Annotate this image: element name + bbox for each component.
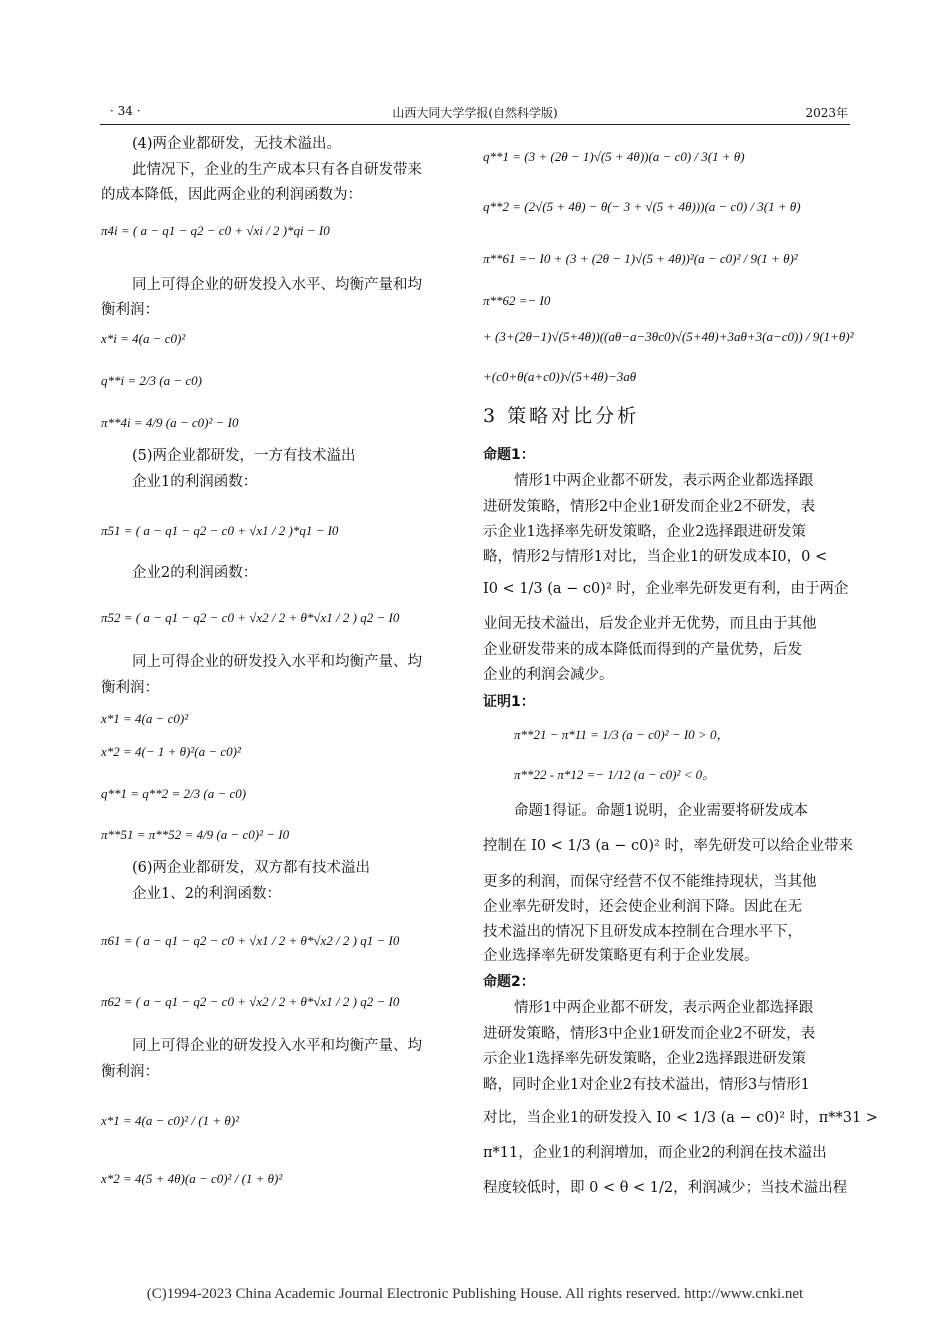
prop2-line4: 略，同时企业1对企业2有技术溢出，情形3与情形1 — [483, 1077, 810, 1093]
prop2-line1: 情形1中两企业都不研发，表示两企业都选择跟 — [514, 1000, 814, 1016]
section-heading: 3 策略对比分析 — [483, 405, 640, 427]
prop1-line7: 企业研发带来的成本降低而得到的产量优势，后发 — [483, 642, 802, 658]
conclusion1-line3: 更多的利润，而保守经营不仅不能维持现状，当其他 — [483, 874, 817, 890]
equation-pi4i: π4i = ( a − q1 − q2 − c0 + √xi / 2 )*qi − I0 — [101, 223, 330, 238]
case5-title: (5)两企业都研发，一方有技术溢出 — [132, 448, 356, 464]
proof1-label: 证明1： — [483, 694, 535, 710]
conclusion1-line2: 控制在 I0 < 1/3 (a − c0)² 时，率先研发可以给企业带来 — [483, 838, 853, 854]
equation-pi62: π62 = ( a − q1 − q2 − c0 + √x2 / 2 + θ*√x1 / 2 ) q2 − I0 — [101, 994, 400, 1009]
equation-x62: x*2 = 4(5 + 4θ)(a − c0)² / (1 + θ)² — [101, 1171, 283, 1186]
equation-x4: x*i = 4(a − c0)² — [101, 331, 186, 346]
equation-q2-star: q**2 = (2√(5 + 4θ) − θ(− 3 + √(5 + 4θ)))(a − c0) / 3(1 + θ) — [483, 199, 801, 214]
header-rule — [100, 124, 850, 125]
equation-pi61: π61 = ( a − q1 − q2 − c0 + √x1 / 2 + θ*√x2 / 2 ) q1 − I0 — [101, 933, 400, 948]
prop1-line1: 情形1中两企业都不研发，表示两企业都选择跟 — [514, 473, 814, 489]
firm1-profit-label: 企业1的利润函数： — [132, 474, 258, 490]
equation-x52: x*2 = 4(− 1 + θ)²(a − c0)² — [101, 744, 241, 759]
prop2-line6: π*11，企业1的利润增加，而企业2的利润在技术溢出 — [483, 1145, 827, 1161]
same2-line2: 衡利润： — [101, 680, 159, 696]
same3-line1: 同上可得企业的研发投入水平和均衡产量、均 — [132, 1038, 422, 1054]
proposition1-label: 命题1： — [483, 447, 535, 463]
equation-q4: q**i = 2/3 (a − c0) — [101, 373, 202, 388]
case4-title: (4)两企业都研发，无技术溢出。 — [132, 136, 342, 152]
equation-x51: x*1 = 4(a − c0)² — [101, 711, 189, 726]
conclusion1-line5: 技术溢出的情况下且研发成本控制在合理水平下， — [483, 924, 802, 940]
same1-line2: 衡利润： — [101, 302, 159, 318]
conclusion1-line6: 企业选择率先研发策略更有利于企业发展。 — [483, 948, 759, 964]
same2-line1: 同上可得企业的研发投入水平和均衡产量、均 — [132, 654, 422, 670]
equation-proof1-a: π**21 − π*11 = 1/3 (a − c0)² − I0 > 0， — [514, 727, 730, 742]
case6-title: (6)两企业都研发，双方都有技术溢出 — [132, 860, 371, 876]
equation-p5: π**51 = π**52 = 4/9 (a − c0)² − I0 — [101, 827, 290, 842]
firm12-profit-label: 企业1、2的利润函数： — [132, 886, 281, 902]
prop2-line3: 示企业1选择率先研发策略，企业2选择跟进研发策 — [483, 1051, 806, 1067]
same1-line1: 同上可得企业的研发投入水平、均衡产量和均 — [132, 277, 422, 293]
conclusion1-line4: 企业率先研发时，还会使企业利润下降。因此在无 — [483, 899, 802, 915]
equation-proof1-b: π**22 - π*12 =− 1/12 (a − c0)² < 0。 — [514, 767, 716, 782]
case4-para-line1: 此情况下，企业的生产成本只有各自研发带来 — [132, 162, 422, 178]
equation-p4: π**4i = 4/9 (a − c0)² − I0 — [101, 415, 239, 430]
equation-pi51: π51 = ( a − q1 − q2 − c0 + √x1 / 2 )*q1 − I0 — [101, 523, 339, 538]
publication-year: 2023年 — [805, 106, 848, 120]
prop2-line7: 程度较低时，即 0 < θ < 1/2，利润减少；当技术溢出程 — [483, 1180, 848, 1196]
journal-name: 山西大同大学学报(自然科学版) — [392, 106, 558, 120]
equation-q1-star: q**1 = (3 + (2θ − 1)√(5 + 4θ))(a − c0) / 3(1 + θ) — [483, 149, 745, 164]
prop2-line5: 对比，当企业1的研发投入 I0 < 1/3 (a − c0)² 时，π**31 > — [483, 1110, 878, 1126]
equation-pi61-star: π**61 =− I0 + (3 + (2θ − 1)√(5 + 4θ))²(a − c0)² / 9(1 + θ)² — [483, 251, 798, 266]
equation-pi62-star-a: π**62 =− I0 — [483, 293, 551, 308]
prop1-line3: 示企业1选择率先研发策略，企业2选择跟进研发策 — [483, 524, 806, 540]
equation-q5: q**1 = q**2 = 2/3 (a − c0) — [101, 786, 247, 801]
copyright-footer: (C)1994-2023 China Academic Journal Electronic Publishing House. All rights reserved. http://www.cnki.net — [146, 1286, 804, 1302]
equation-x61: x*1 = 4(a − c0)² / (1 + θ)² — [101, 1113, 239, 1128]
prop1-line4: 略，情形2与情形1对比，当企业1的研发成本I0，0 < — [483, 549, 828, 565]
equation-pi62-star-c: +(c0+θ(a+c0))√(5+4θ)−3aθ — [483, 369, 637, 384]
running-header — [0, 104, 950, 124]
prop1-line5: I0 < 1/3 (a − c0)² 时，企业率先研发更有利，由于两企 — [483, 581, 849, 597]
prop1-line2: 进研发策略，情形2中企业1研发而企业2不研发，表 — [483, 499, 816, 515]
equation-pi52: π52 = ( a − q1 − q2 − c0 + √x2 / 2 + θ*√x1 / 2 ) q2 − I0 — [101, 610, 400, 625]
firm2-profit-label: 企业2的利润函数： — [132, 565, 258, 581]
proposition2-label: 命题2： — [483, 974, 535, 990]
conclusion1-line1: 命题1得证。命题1说明，企业需要将研发成本 — [514, 803, 808, 819]
prop1-line8: 企业的利润会减少。 — [483, 667, 614, 683]
same3-line2: 衡利润： — [101, 1064, 159, 1080]
prop1-line6: 业间无技术溢出，后发企业并无优势，而且由于其他 — [483, 616, 817, 632]
case4-para-line2: 的成本降低，因此两企业的利润函数为： — [101, 187, 362, 203]
prop2-line2: 进研发策略，情形3中企业1研发而企业2不研发，表 — [483, 1026, 816, 1042]
equation-pi62-star-b: + (3+(2θ−1)√(5+4θ))((aθ−a−3θc0)√(5+4θ)+3aθ+3(a−c0)) / 9(1+θ)² — [483, 329, 854, 344]
page-number: · 34 · — [110, 104, 141, 118]
